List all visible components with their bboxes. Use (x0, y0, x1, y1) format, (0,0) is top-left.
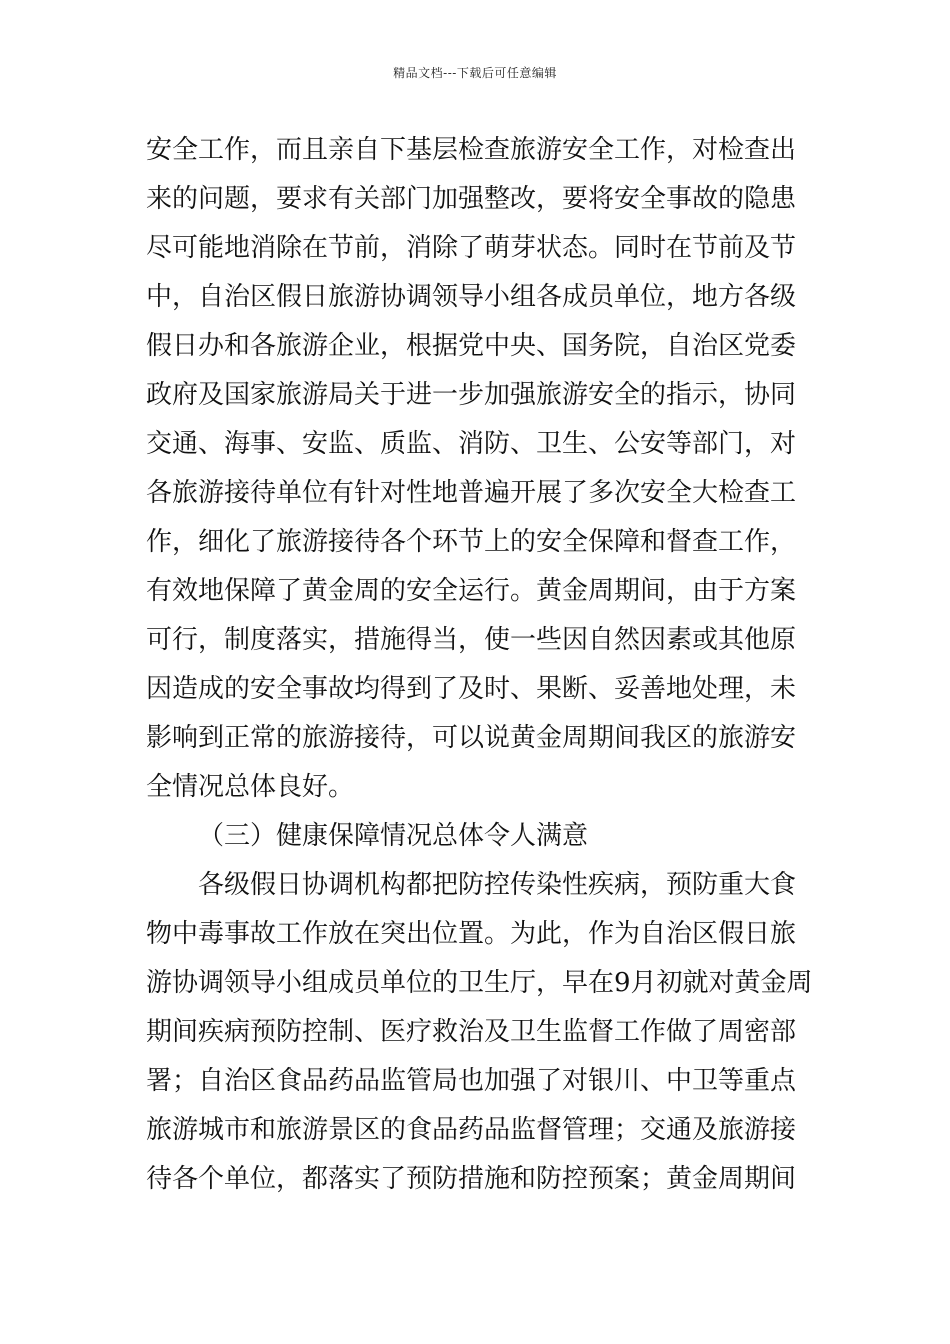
text-line: 游协调领导小组成员单位的卫生厅，早在9月初就对黄金周 (146, 968, 813, 998)
text-line: 旅游城市和旅游景区的食品药品监督管理；交通及旅游接 (146, 1115, 797, 1145)
body-text (146, 126, 813, 1204)
text-line: 安全工作，而且亲自下基层检查旅游安全工作，对检查出 (146, 135, 797, 165)
text-line: 期间疾病预防控制、医疗救治及卫生监督工作做了周密部 (146, 1017, 797, 1047)
text-line: 来的问题，要求有关部门加强整改，要将安全事故的隐患 (146, 184, 797, 214)
text-line: 待各个单位，都落实了预防措施和防控预案；黄金周期间 (146, 1164, 797, 1194)
text-line: 因造成的安全事故均得到了及时、果断、妥善地处理，未 (146, 674, 797, 704)
text-line: 中，自治区假日旅游协调领导小组各成员单位，地方各级 (146, 282, 797, 312)
text-line: 有效地保障了黄金周的安全运行。黄金周期间，由于方案 (146, 576, 797, 606)
text-line: 尽可能地消除在节前，消除了萌芽状态。同时在节前及节 (146, 233, 797, 263)
page-header: 精品文档---下载后可任意编辑 (393, 66, 557, 80)
text-line: 物中毒事故工作放在突出位置。为此，作为自治区假日旅 (146, 919, 797, 949)
text-line: 政府及国家旅游局关于进一步加强旅游安全的指示，协同 (146, 380, 797, 410)
text-line: 全情况总体良好。 (146, 772, 355, 802)
section-heading: （三）健康保障情况总体令人满意 (198, 821, 589, 851)
text-line: 各旅游接待单位有针对性地普遍开展了多次安全大检查工 (146, 478, 797, 508)
text-line: 交通、海事、安监、质监、消防、卫生、公安等部门，对 (146, 429, 797, 459)
text-line: 作，细化了旅游接待各个环节上的安全保障和督查工作， (146, 527, 797, 557)
text-line: 可行，制度落实，措施得当，使一些因自然因素或其他原 (146, 625, 797, 655)
text-line: 署；自治区食品药品监管局也加强了对银川、中卫等重点 (146, 1066, 797, 1096)
text-line: 假日办和各旅游企业，根据党中央、国务院，自治区党委 (146, 331, 797, 361)
text-line: 影响到正常的旅游接待，可以说黄金周期间我区的旅游安 (146, 723, 797, 753)
paragraph-first-line: 各级假日协调机构都把防控传染性疾病，预防重大食 (198, 870, 797, 900)
